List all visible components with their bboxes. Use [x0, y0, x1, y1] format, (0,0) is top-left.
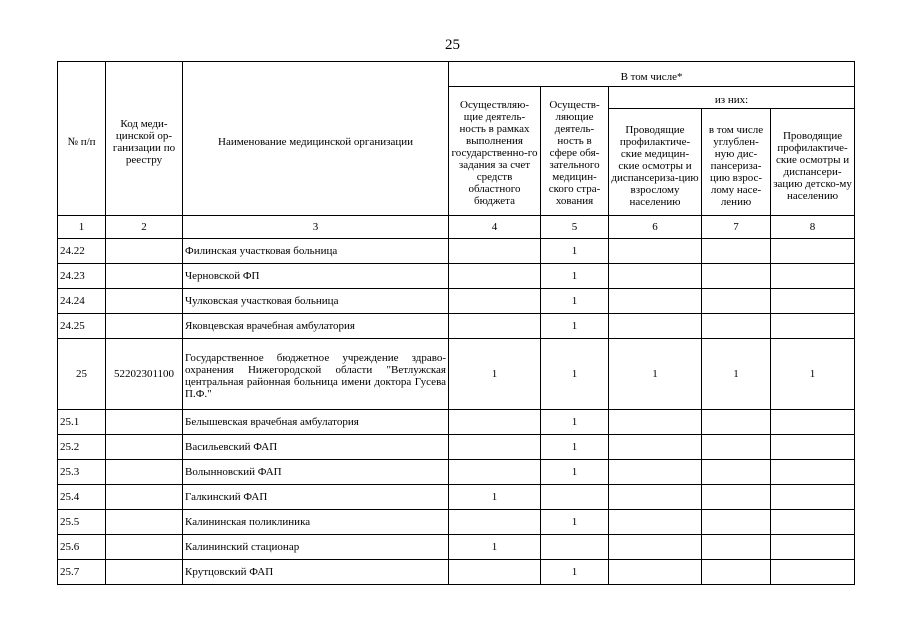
- row-col-6: [609, 485, 702, 510]
- header-col-5: Осуществ-ляющие деятель-ность в сфере обя-зательного медицин-ского стра-хования: [541, 87, 609, 216]
- row-col-7: [702, 410, 771, 435]
- row-code: [106, 239, 183, 264]
- row-col-7: [702, 510, 771, 535]
- row-col-8: [771, 460, 855, 485]
- row-col-4: [449, 314, 541, 339]
- row-code: [106, 314, 183, 339]
- table-row: [58, 239, 855, 264]
- table-row: [58, 339, 855, 410]
- row-name: Государственное бюджетное учреждение здраво-охранения Нижегородской области "Ветлужская центральная районная больница имени доктора Гусева П.Ф.": [183, 339, 449, 410]
- row-num: 25.3: [58, 460, 106, 485]
- row-col-8: [771, 314, 855, 339]
- row-col-5: 1: [541, 314, 609, 339]
- row-col-8: [771, 510, 855, 535]
- row-col-5: 1: [541, 264, 609, 289]
- row-col-6: [609, 264, 702, 289]
- column-number: 3: [183, 216, 449, 239]
- column-number: 5: [541, 216, 609, 239]
- row-col-5: 1: [541, 435, 609, 460]
- row-col-6: [609, 460, 702, 485]
- row-num: 25.4: [58, 485, 106, 510]
- row-col-6: [609, 560, 702, 585]
- row-col-5: 1: [541, 460, 609, 485]
- row-num: 25.5: [58, 510, 106, 535]
- header-num: № п/п: [58, 62, 106, 216]
- row-col-4: [449, 264, 541, 289]
- row-num: 24.24: [58, 289, 106, 314]
- row-code: [106, 460, 183, 485]
- table-row: [58, 435, 855, 460]
- column-number: 1: [58, 216, 106, 239]
- row-col-7: [702, 289, 771, 314]
- row-col-7: [702, 460, 771, 485]
- row-code: [106, 485, 183, 510]
- row-col-4: [449, 289, 541, 314]
- column-number: 8: [771, 216, 855, 239]
- column-number: 6: [609, 216, 702, 239]
- row-col-6: [609, 510, 702, 535]
- row-col-7: [702, 239, 771, 264]
- row-num: 24.23: [58, 264, 106, 289]
- row-col-7: [702, 314, 771, 339]
- row-col-8: [771, 560, 855, 585]
- row-col-7: [702, 535, 771, 560]
- header-col-4: Осуществляю-щие деятель-ность в рамках выполнения государственно-го задания за счет средств областного бюджета: [449, 87, 541, 216]
- header-code: Код меди-цинской ор-ганизации по реестру: [106, 62, 183, 216]
- row-code: [106, 435, 183, 460]
- row-col-4: 1: [449, 535, 541, 560]
- table-row: [58, 535, 855, 560]
- row-name: Черновской ФП: [183, 264, 449, 289]
- row-col-7: 1: [702, 339, 771, 410]
- row-col-7: [702, 435, 771, 460]
- column-number: 4: [449, 216, 541, 239]
- row-col-8: 1: [771, 339, 855, 410]
- table-row: [58, 264, 855, 289]
- row-name: Васильевский ФАП: [183, 435, 449, 460]
- column-number: 7: [702, 216, 771, 239]
- row-name: Галкинский ФАП: [183, 485, 449, 510]
- row-name: Филинская участковая больница: [183, 239, 449, 264]
- table-row: [58, 485, 855, 510]
- row-num: 24.22: [58, 239, 106, 264]
- row-name: Чулковская участковая больница: [183, 289, 449, 314]
- row-col-8: [771, 435, 855, 460]
- row-col-5: 1: [541, 510, 609, 535]
- table-row: [58, 510, 855, 535]
- row-col-5: [541, 535, 609, 560]
- header-group: В том числе*: [449, 62, 855, 87]
- row-code: [106, 410, 183, 435]
- row-col-5: 1: [541, 560, 609, 585]
- row-col-4: [449, 435, 541, 460]
- row-num: 25.2: [58, 435, 106, 460]
- row-col-4: [449, 460, 541, 485]
- row-col-5: [541, 485, 609, 510]
- row-col-4: [449, 560, 541, 585]
- header-name: Наименование медицинской организации: [183, 62, 449, 216]
- column-number: 2: [106, 216, 183, 239]
- row-col-4: 1: [449, 485, 541, 510]
- row-col-8: [771, 239, 855, 264]
- row-col-8: [771, 485, 855, 510]
- row-col-6: [609, 535, 702, 560]
- row-code: [106, 289, 183, 314]
- medical-organizations-table: [57, 61, 855, 585]
- row-name: Калининский стационар: [183, 535, 449, 560]
- header-col-8: Проводящие профилактиче-ские осмотры и диспансери-зацию детско-му населению: [771, 109, 855, 216]
- row-col-6: [609, 239, 702, 264]
- row-name: Волынновский ФАП: [183, 460, 449, 485]
- row-name: Калининская поликлиника: [183, 510, 449, 535]
- row-col-8: [771, 289, 855, 314]
- row-col-6: [609, 435, 702, 460]
- row-col-8: [771, 410, 855, 435]
- row-col-6: [609, 289, 702, 314]
- header-col-7: в том числе углублен-ную дис-пансериза-цию взрос-лому насе-лению: [702, 109, 771, 216]
- row-col-4: [449, 510, 541, 535]
- row-col-6: 1: [609, 339, 702, 410]
- row-name: Яковцевская врачебная амбулатория: [183, 314, 449, 339]
- row-num: 24.25: [58, 314, 106, 339]
- row-col-5: 1: [541, 410, 609, 435]
- column-numbers-row: [58, 216, 855, 239]
- row-col-4: 1: [449, 339, 541, 410]
- row-col-6: [609, 314, 702, 339]
- row-col-5: 1: [541, 289, 609, 314]
- header-sub-group: из них:: [609, 87, 855, 109]
- row-col-4: [449, 239, 541, 264]
- row-col-7: [702, 560, 771, 585]
- row-num: 25.6: [58, 535, 106, 560]
- row-name: Белышевская врачебная амбулатория: [183, 410, 449, 435]
- row-col-7: [702, 485, 771, 510]
- row-code: [106, 535, 183, 560]
- row-col-4: [449, 410, 541, 435]
- row-code: [106, 264, 183, 289]
- row-num: 25: [58, 339, 106, 410]
- row-col-6: [609, 410, 702, 435]
- table-row: [58, 314, 855, 339]
- row-code: 52202301100: [106, 339, 183, 410]
- table-row: [58, 410, 855, 435]
- row-num: 25.7: [58, 560, 106, 585]
- row-col-7: [702, 264, 771, 289]
- table-row: [58, 460, 855, 485]
- row-code: [106, 510, 183, 535]
- row-col-8: [771, 535, 855, 560]
- row-col-8: [771, 264, 855, 289]
- row-col-5: 1: [541, 339, 609, 410]
- page-number: 25: [445, 37, 460, 53]
- table-row: [58, 560, 855, 585]
- table-row: [58, 289, 855, 314]
- row-code: [106, 560, 183, 585]
- row-num: 25.1: [58, 410, 106, 435]
- header-col-6: Проводящие профилактиче-ские медицин-ские осмотры и диспансериза-цию взрослому населению: [609, 109, 702, 216]
- row-name: Крутцовский ФАП: [183, 560, 449, 585]
- row-col-5: 1: [541, 239, 609, 264]
